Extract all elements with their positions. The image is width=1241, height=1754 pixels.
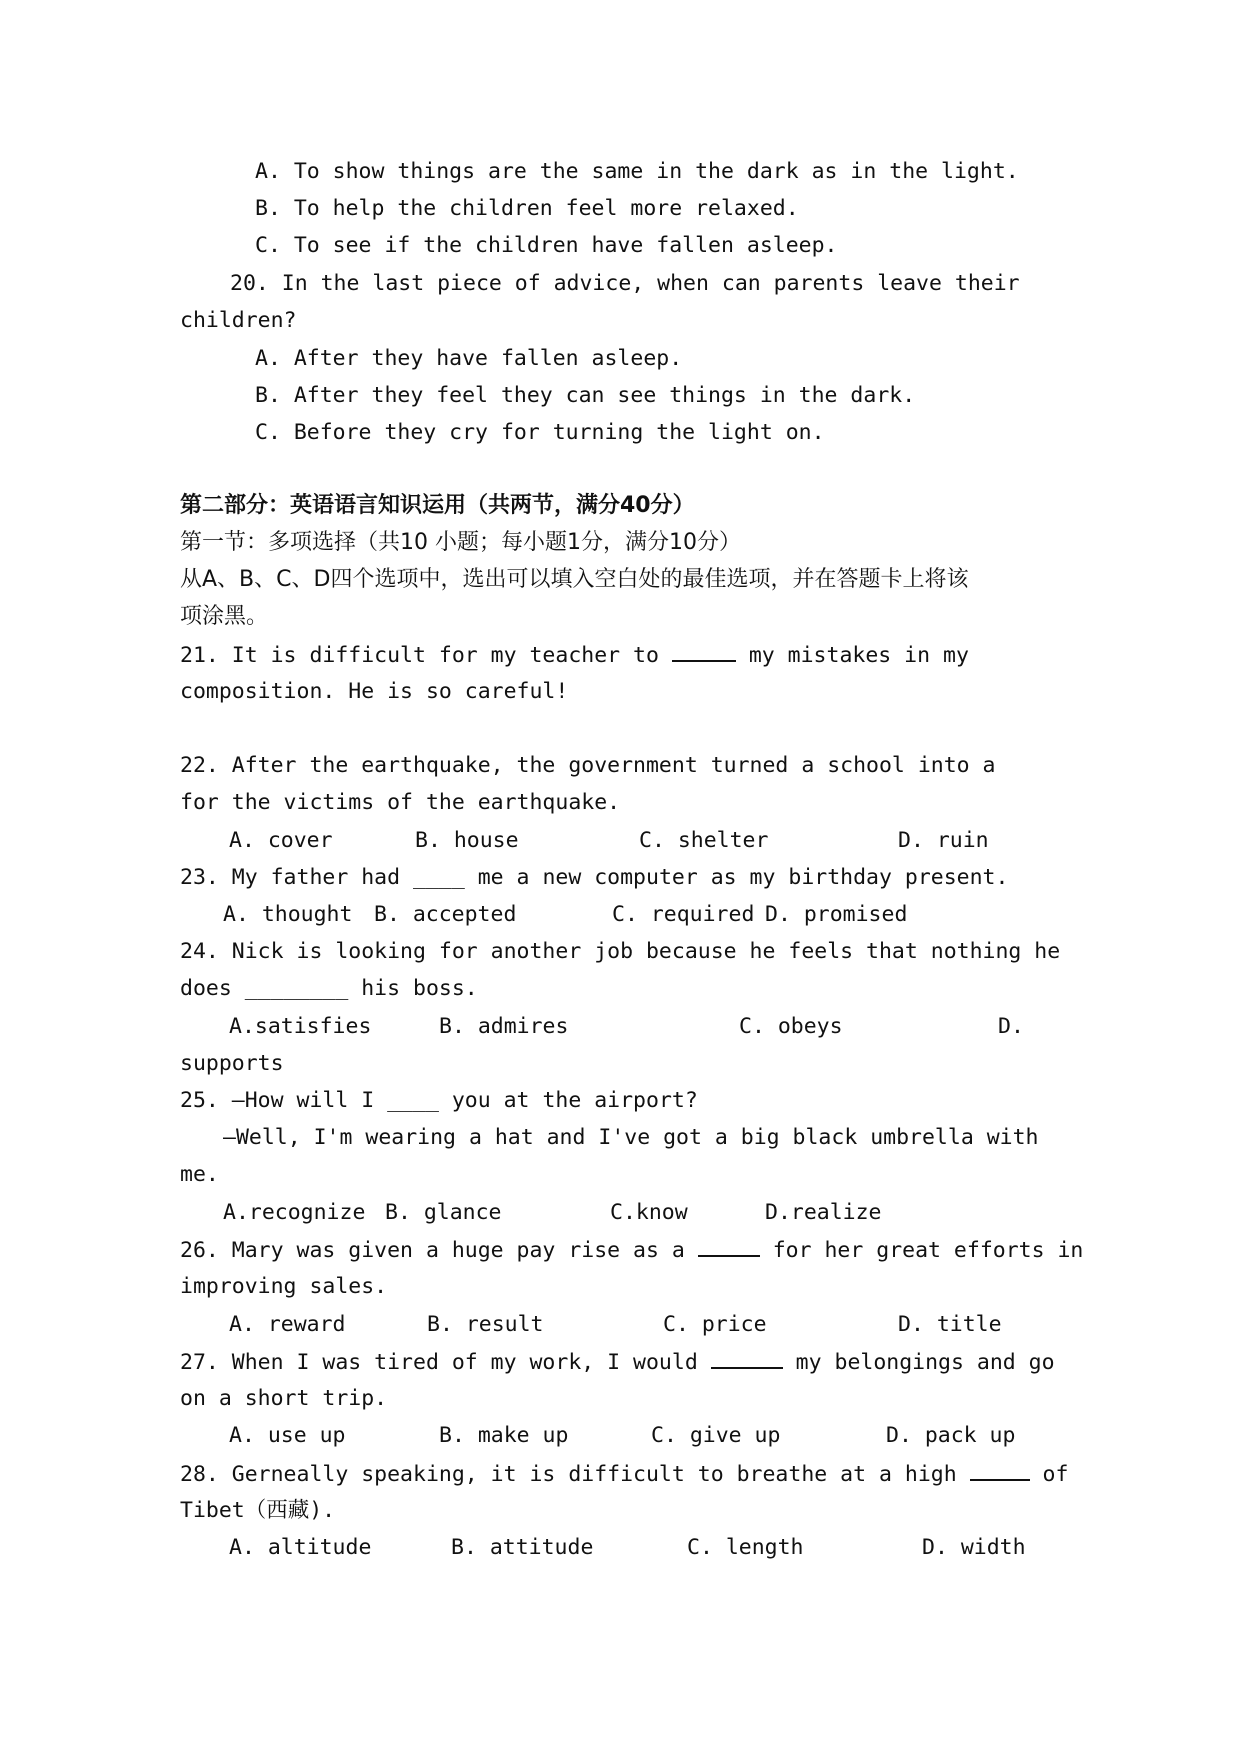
- q24-stem-pre: does: [180, 976, 245, 1001]
- q27-stem-line1: [180, 1347, 1055, 1378]
- q26-option-d: D. title: [898, 1312, 1002, 1337]
- q19-option-b: B. To help the children feel more relaxed.: [255, 196, 799, 221]
- section-heading: 第二部分：英语语言知识运用（共两节，满分40分）: [180, 493, 695, 518]
- q24-option-b: B. admires: [439, 1014, 569, 1039]
- q24-option-a: A.satisfies: [229, 1014, 372, 1039]
- q22-option-a: A. cover: [229, 828, 333, 853]
- q24-stem-post: his boss.: [348, 976, 478, 1001]
- q20-stem-line2: children?: [180, 308, 297, 333]
- q26-stem-pre: 26. Mary was given a huge pay rise as a: [180, 1238, 698, 1263]
- q25-reply-line1: —Well, I'm wearing a hat and I've got a big black umbrella with: [223, 1125, 1039, 1150]
- q22-option-c: C. shelter: [639, 828, 769, 853]
- q27-option-d: D. pack up: [886, 1423, 1016, 1448]
- q25-option-b: B. glance: [385, 1200, 502, 1225]
- q24-option-d: D.: [998, 1014, 1024, 1039]
- q20-option-b: B. After they feel they can see things in the dark.: [255, 383, 916, 408]
- q24-stem-line1: 24. Nick is looking for another job because he feels that nothing he: [180, 939, 1061, 964]
- q23-stem-post: me a new computer as my birthday present.: [464, 865, 1009, 890]
- q28-stem-pre: 28. Gerneally speaking, it is difficult to breathe at a high: [180, 1462, 970, 1487]
- q25-stem: [180, 1086, 698, 1116]
- q21-stem-pre: 21. It is difficult for my teacher to: [180, 643, 672, 668]
- q28-option-a: A. altitude: [229, 1535, 372, 1560]
- q26-answer-blank: [698, 1235, 760, 1257]
- q25-stem-post: you at the airport?: [438, 1088, 698, 1113]
- q26-stem-post: for her great efforts in: [759, 1238, 1084, 1263]
- q25-option-c: C.know: [610, 1200, 688, 1225]
- q19-option-c: C. To see if the children have fallen asleep.: [255, 233, 838, 258]
- q27-stem-line2: on a short trip.: [180, 1386, 388, 1411]
- q26-option-a: A. reward: [229, 1312, 346, 1337]
- q25-answer-blank: ____: [387, 1088, 439, 1113]
- q28-answer-blank: [970, 1459, 1030, 1481]
- q28-stem-line2: Tibet（西藏).: [180, 1498, 336, 1523]
- q24-option-c: C. obeys: [739, 1014, 843, 1039]
- q25-reply-line2: me.: [180, 1162, 219, 1187]
- q21-stem-line1: [180, 640, 969, 671]
- q23-stem-pre: 23. My father had: [180, 865, 413, 890]
- section-instruction-line1: 从A、B、C、D四个选项中，选出可以填入空白处的最佳选项，并在答题卡上将该: [180, 567, 969, 592]
- q26-stem-line1: [180, 1235, 1083, 1266]
- q23-option-b: B. accepted: [374, 902, 517, 927]
- q21-answer-blank: [672, 640, 736, 662]
- q21-stem-line2: composition. He is so careful!: [180, 679, 569, 704]
- q23-option-d: D. promised: [765, 902, 908, 927]
- section-subheading: 第一节：多项选择（共10 小题；每小题1分，满分10分）: [180, 530, 741, 555]
- q27-answer-blank: [711, 1347, 783, 1369]
- q28-option-c: C. length: [687, 1535, 804, 1560]
- q23-option-a: A. thought: [223, 902, 353, 927]
- q20-option-c: C. Before they cry for turning the light on.: [255, 420, 825, 445]
- q22-option-d: D. ruin: [898, 828, 989, 853]
- q26-option-c: C. price: [663, 1312, 767, 1337]
- q24-answer-blank: ________: [244, 976, 349, 1001]
- q23-answer-blank: ____: [413, 865, 465, 890]
- q25-option-d: D.realize: [765, 1200, 882, 1225]
- q26-option-b: B. result: [427, 1312, 544, 1337]
- q19-option-a: A. To show things are the same in the dark as in the light.: [255, 159, 1019, 184]
- q27-stem-pre: 27. When I was tired of my work, I would: [180, 1350, 711, 1375]
- q27-option-a: A. use up: [229, 1423, 346, 1448]
- q23-option-c: C. required: [612, 902, 755, 927]
- q27-option-c: C. give up: [651, 1423, 781, 1448]
- q22-stem-line1: 22. After the earthquake, the government turned a school into a: [180, 753, 996, 778]
- q25-stem-pre: 25. —How will I: [180, 1088, 388, 1113]
- q28-option-b: B. attitude: [451, 1535, 594, 1560]
- q23-stem: [180, 863, 1008, 893]
- section-instruction-line2: 项涂黑。: [180, 604, 269, 629]
- q25-option-a: A.recognize: [223, 1200, 366, 1225]
- q22-option-b: B. house: [415, 828, 519, 853]
- q22-stem-line2: for the victims of the earthquake.: [180, 790, 621, 815]
- q27-stem-post: my belongings and go: [782, 1350, 1055, 1375]
- q28-option-d: D. width: [922, 1535, 1026, 1560]
- q26-stem-line2: improving sales.: [180, 1274, 388, 1299]
- q28-stem-post: of: [1029, 1462, 1069, 1487]
- q28-stem-line1: [180, 1459, 1068, 1490]
- q27-option-b: B. make up: [439, 1423, 569, 1448]
- q24-option-d-text: supports: [180, 1051, 284, 1076]
- q24-stem-line2: [180, 974, 478, 1004]
- q20-stem-line1: 20. In the last piece of advice, when can parents leave their: [230, 271, 1020, 296]
- q21-stem-post: my mistakes in my: [735, 643, 969, 668]
- q20-option-a: A. After they have fallen asleep.: [255, 346, 683, 371]
